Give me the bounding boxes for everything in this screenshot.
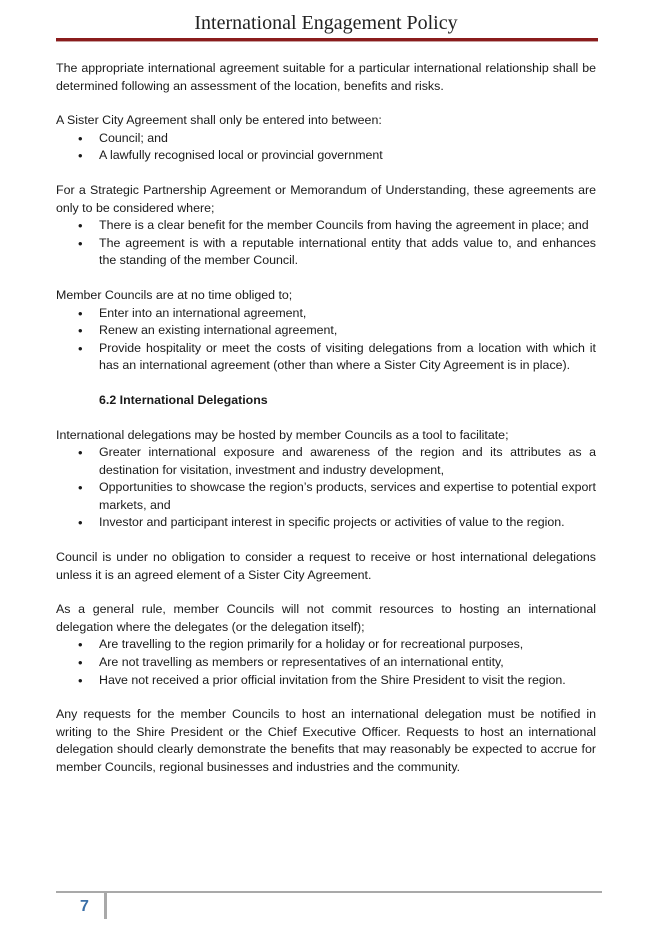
page-number: 7 bbox=[80, 898, 89, 915]
section-heading: 6.2 International Delegations bbox=[99, 392, 268, 407]
paragraph: For a Strategic Partnership Agreement or Memorandum of Understanding, these agreements are only to be considered where; bbox=[56, 182, 596, 215]
paragraph: The appropriate international agreement suitable for a particular international relationship shall be determined following an assessment of the location, benefits and risks. bbox=[56, 61, 596, 93]
list-item: • Investor and participant interest in specific projects or activities of value to the region. bbox=[56, 514, 596, 532]
list-item: • Are travelling to the region primarily for a holiday or for recreational purposes, bbox=[56, 636, 596, 654]
document-body bbox=[56, 60, 596, 794]
list-item: • Enter into an international agreement, bbox=[56, 305, 596, 323]
footer-divider bbox=[56, 891, 602, 893]
paragraph: Any requests for the member Councils to host an international delegation must be notified in writing to the Shire President or the Chief Executive Officer. Requests to host an international delegation should clearly demonstrate the benefits that may reasonably be expected to accrue for member Councils, regional businesses and industries and the community. bbox=[56, 707, 596, 774]
list-item: • Opportunities to showcase the region’s products, services and expertise to potential export markets, and bbox=[56, 479, 596, 514]
list-item: • Council; and bbox=[56, 130, 596, 148]
list-item: • There is a clear benefit for the member Councils from having the agreement in place; and bbox=[56, 217, 596, 235]
list-item: • Are not travelling as members or representatives of an international entity, bbox=[56, 654, 596, 672]
bullet-list-not-obliged bbox=[56, 305, 596, 375]
paragraph: As a general rule, member Councils will not commit resources to hosting an international delegation where the delegates (or the delegation itself); bbox=[56, 602, 596, 634]
list-item: • Greater international exposure and awareness of the region and its attributes as a destination for visitation, investment and industry development, bbox=[56, 444, 596, 479]
bullet-list-sister-city bbox=[56, 130, 596, 165]
list-item: • Have not received a prior official invitation from the Shire President to visit the region. bbox=[56, 672, 596, 690]
bullet-list-delegates bbox=[56, 636, 596, 689]
paragraph: Member Councils are at no time obliged to; bbox=[56, 287, 293, 302]
paragraph: A Sister City Agreement shall only be entered into between: bbox=[56, 113, 382, 128]
bullet-list-strategic bbox=[56, 217, 596, 270]
list-item: • The agreement is with a reputable international entity that adds value to, and enhances the standing of the member Council. bbox=[56, 235, 596, 270]
paragraph: International delegations may be hosted by member Councils as a tool to facilitate; bbox=[56, 427, 509, 442]
paragraph: Council is under no obligation to consider a request to receive or host international delegations unless it is an agreed element of a Sister City Agreement. bbox=[56, 550, 596, 582]
list-item: • A lawfully recognised local or provincial government bbox=[56, 147, 596, 165]
page-header-title: International Engagement Policy bbox=[194, 12, 458, 34]
header-divider bbox=[56, 38, 598, 42]
list-item: • Renew an existing international agreement, bbox=[56, 322, 596, 340]
list-item: • Provide hospitality or meet the costs of visiting delegations from a location with which it has an international agreement (other than where a Sister City Agreement is in place). bbox=[56, 340, 596, 375]
bullet-list-facilitate bbox=[56, 444, 596, 532]
page-number-bar bbox=[104, 893, 107, 919]
